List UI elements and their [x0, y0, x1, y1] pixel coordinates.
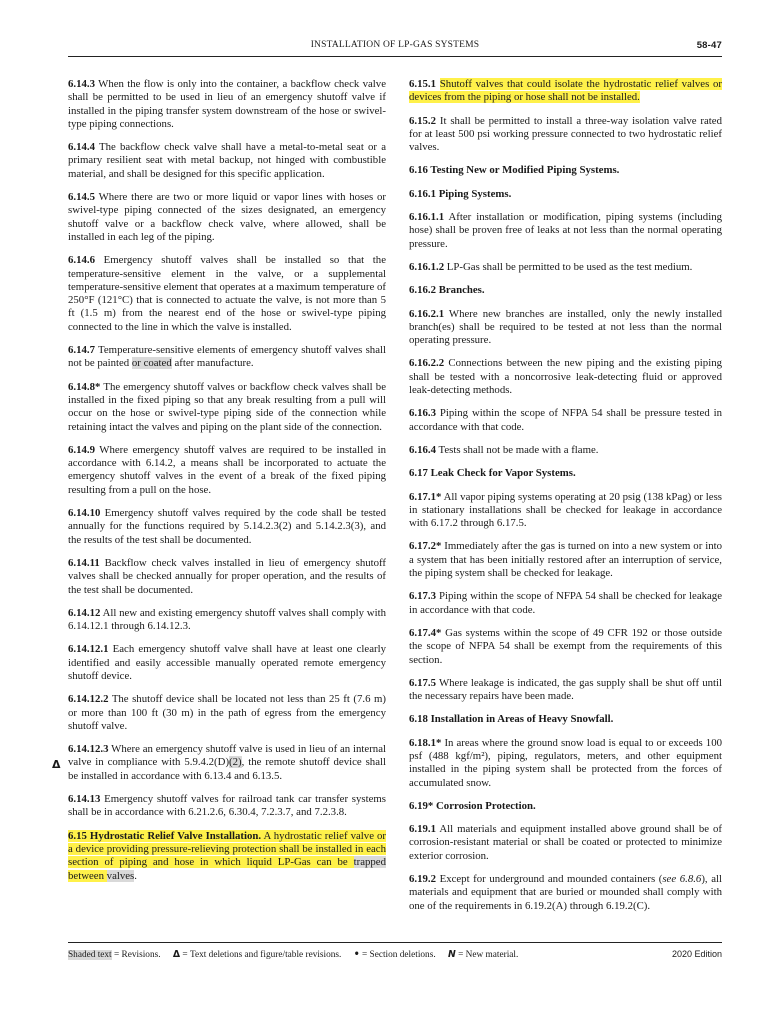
delta-icon: Δ [172, 949, 181, 960]
paragraph-6-15-2: 6.15.2 It shall be permitted to install a three-way isolation valve rated for at least 500 psi working pressure connected to two hydrostatic relief valves. [409, 114, 722, 154]
paragraph-6-14-8: 6.14.8* The emergency shutoff valves or backflow check valves shall be installed in the fixed piping so that any break resulting from a pull will occur on the hose or swivel-type piping side of the connection while retaining intact the valves and piping on the plant side of the connection. [68, 380, 386, 433]
paragraph-6-14-12-3: 6.14.12.3 Where an emergency shutoff valve is used in lieu of an internal valve in compliance with 5.9.4.2(D)(2), the remote shutoff device shall be installed in accordance with 6.13.4 and 6.13.5. [68, 743, 387, 782]
section-heading: 6.18 Installation in Areas of Heavy Snowfall. [409, 713, 614, 726]
paragraph-6-14-13: 6.14.13 Emergency shutoff valves for railroad tank car transfer systems shall be in accordance with 6.21.2.6, 6.30.4, 7.2.3.7, and 7.2.3.8. [68, 793, 386, 819]
paragraph-6-14-6: 6.14.6 Emergency shutoff valves shall be installed so that the temperature-sensitive element in the valve, or a supplemental temperature-sensitive element that operates at a maximum temperature of 250°F (121°C) that is connected to actuate the valve, is not more than 5 ft (1.5 m) from the nearest end of the hose or swivel-type piping connected to the line in which the valve is installed. [68, 254, 386, 333]
paragraph-6-14-5: 6.14.5 Where there are two or more liquid or vapor lines with hoses or swivel-type piping connected of the sizes designated, an emergency shutoff valve or a backflow check valve, where allowed, shall be installed in each leg of the piping. [68, 191, 386, 243]
paragraph-6-14-7: 6.14.7 Temperature-sensitive elements of emergency shutoff valves shall not be painted or coated after manufacture. [68, 344, 386, 370]
page-number: 58-47 [696, 40, 722, 51]
paragraph-6-14-9: 6.14.9 Where emergency shutoff valves are required to be installed in accordance with 6.14.2, a means shall be incorporated to actuate the emergency shutoff valves in the event of a break of the fixed piping resulting from a pull on the hose. [68, 443, 386, 496]
running-header [68, 38, 722, 57]
paragraph-6-14-12-2: 6.14.12.2 The shutoff device shall be located not less than 25 ft (7.6 m) or more than 100 ft (30 m) in the path of egress from the emergency shutoff valve. [68, 693, 386, 732]
paragraph-6-14-11: 6.14.11 Backflow check valves installed in lieu of emergency shutoff valves shall be checked annually for proper operation, and the results of the test shall be documented. [68, 556, 387, 596]
new-material-icon: N [447, 949, 456, 960]
paragraph-6-15: 6.15 Hydrostatic Relief Valve Installation. A hydrostatic relief valve or a device providing pressure-relieving protection shall be installed in each section of piping and hose in which liquid LP-Gas can be trapped between valves. [68, 829, 387, 882]
revision-delta-icon: Δ [52, 758, 61, 771]
paragraph-6-16-2-2: 6.16.2.2 Connections between the new piping and the existing piping shall be tested with a noncorrosive leak-detecting fluid or approved leak-detecting methods. [409, 357, 722, 397]
paragraph-6-17-2: 6.17.2* Immediately after the gas is turned on into a new system or into a system that has been initially restored after an interruption of service, the piping system shall be checked for leakage. [409, 540, 722, 580]
shaded-text-sample: Shaded text [68, 950, 112, 960]
paragraph-6-18-1: 6.18.1* In areas where the ground snow load is equal to or exceeds 100 psf (488 kgf/m²), piping, regulators, meters, and other equipment installed in the piping system shall be protected from the forces of accumulated snow. [409, 736, 722, 789]
paragraph-6-17-5: 6.17.5 Where leakage is indicated, the gas supply shall be shut off until the necessary repairs have been made. [409, 676, 722, 703]
header-title: INSTALLATION OF LP-GAS SYSTEMS [310, 40, 480, 50]
revision-shade: or coated [131, 357, 172, 370]
left-column [68, 78, 386, 893]
section-heading: 6.16.1 Piping Systems. [409, 187, 512, 200]
paragraph-6-14-4: 6.14.4 The backflow check valve shall have a metal-to-metal seat or a primary resilient seat with metal backup, not hinged with combustible material, and shall be designed for this specific application. [68, 141, 386, 180]
paragraph-6-16-1-2: 6.16.1.2 LP-Gas shall be permitted to be used as the test medium. [409, 260, 693, 273]
revision-legend: Shaded text = Revisions. Δ = Text deletions and figure/table revisions. • = Section deletions. N = New material. [68, 949, 519, 960]
section-heading: 6.16 Testing New or Modified Piping Systems. [409, 164, 620, 177]
paragraph-6-19-2: 6.19.2 Except for underground and mounded containers (see 6.8.6), all materials and equipment that are buried or mounded shall comply with one of the requirements in 6.19.2(A) through 6.19.2(C). [409, 873, 722, 912]
paragraph-6-14-12: 6.14.12 All new and existing emergency shutoff valves shall comply with 6.14.12.1 through 6.14.12.3. [68, 606, 387, 633]
paragraph-6-16-3: 6.16.3 Piping within the scope of NFPA 54 shall be pressure tested in accordance with that code. [409, 407, 722, 433]
paragraph-6-16-1-1: 6.16.1.1 After installation or modification, piping systems (including hose) shall be proven free of leaks at not less than the normal operating pressure. [409, 211, 722, 250]
right-column [409, 78, 722, 923]
paragraph-6-17-4: 6.17.4* Gas systems within the scope of 49 CFR 192 or those outside the scope of NFPA 54 shall be exempt from the requirements of this section. [409, 626, 722, 666]
section-heading: 6.19* Corrosion Protection. [409, 799, 536, 812]
page-footer [68, 942, 722, 963]
revision-shade: (2) [229, 756, 242, 769]
section-heading: 6.17 Leak Check for Vapor Systems. [409, 467, 576, 480]
bullet-icon: • [353, 949, 360, 960]
paragraph-6-15-1: 6.15.1 Shutoff valves that could isolate the hydrostatic relief valves or devices from the piping or hose shall not be installed. [409, 78, 722, 104]
paragraph-6-17-3: 6.17.3 Piping within the scope of NFPA 54 shall be checked for leakage in accordance with that code. [409, 590, 722, 616]
paragraph-6-14-12-1: 6.14.12.1 Each emergency shutoff valve shall have at least one clearly identified and easily accessible manually operated remote emergency shutoff device. [68, 643, 386, 682]
paragraph-6-16-2-1: 6.16.2.1 Where new branches are installed, only the newly installed branch(es) shall be required to be tested at not less than the normal operating pressure. [409, 307, 722, 347]
paragraph-6-14-3: 6.14.3 When the flow is only into the container, a backflow check valve shall be permitted to be used in lieu of an emergency shutoff valve if installed in the piping transfer system downstream of the hose or swivel-type piping connections. [68, 78, 386, 130]
paragraph-6-14-10: 6.14.10 Emergency shutoff valves required by the code shall be tested annually for the functions required by 5.14.2.3(2) and 5.14.2.3(3), and the results of the test shall be documented. [68, 507, 387, 546]
paragraph-6-19-1: 6.19.1 All materials and equipment installed above ground shall be of corrosion-resistant material or shall be coated or protected to minimize exterior corrosion. [409, 823, 722, 862]
section-heading: 6.16.2 Branches. [409, 284, 485, 297]
paragraph-6-17-1: 6.17.1* All vapor piping systems operating at 20 psig (138 kPag) or less in stationary installations shall be checked for leakage in accordance with 6.17.2 through 6.17.5. [409, 490, 722, 530]
paragraph-6-16-4: 6.16.4 Tests shall not be made with a flame. [409, 443, 599, 456]
edition-label: 2020 Edition [671, 949, 722, 959]
